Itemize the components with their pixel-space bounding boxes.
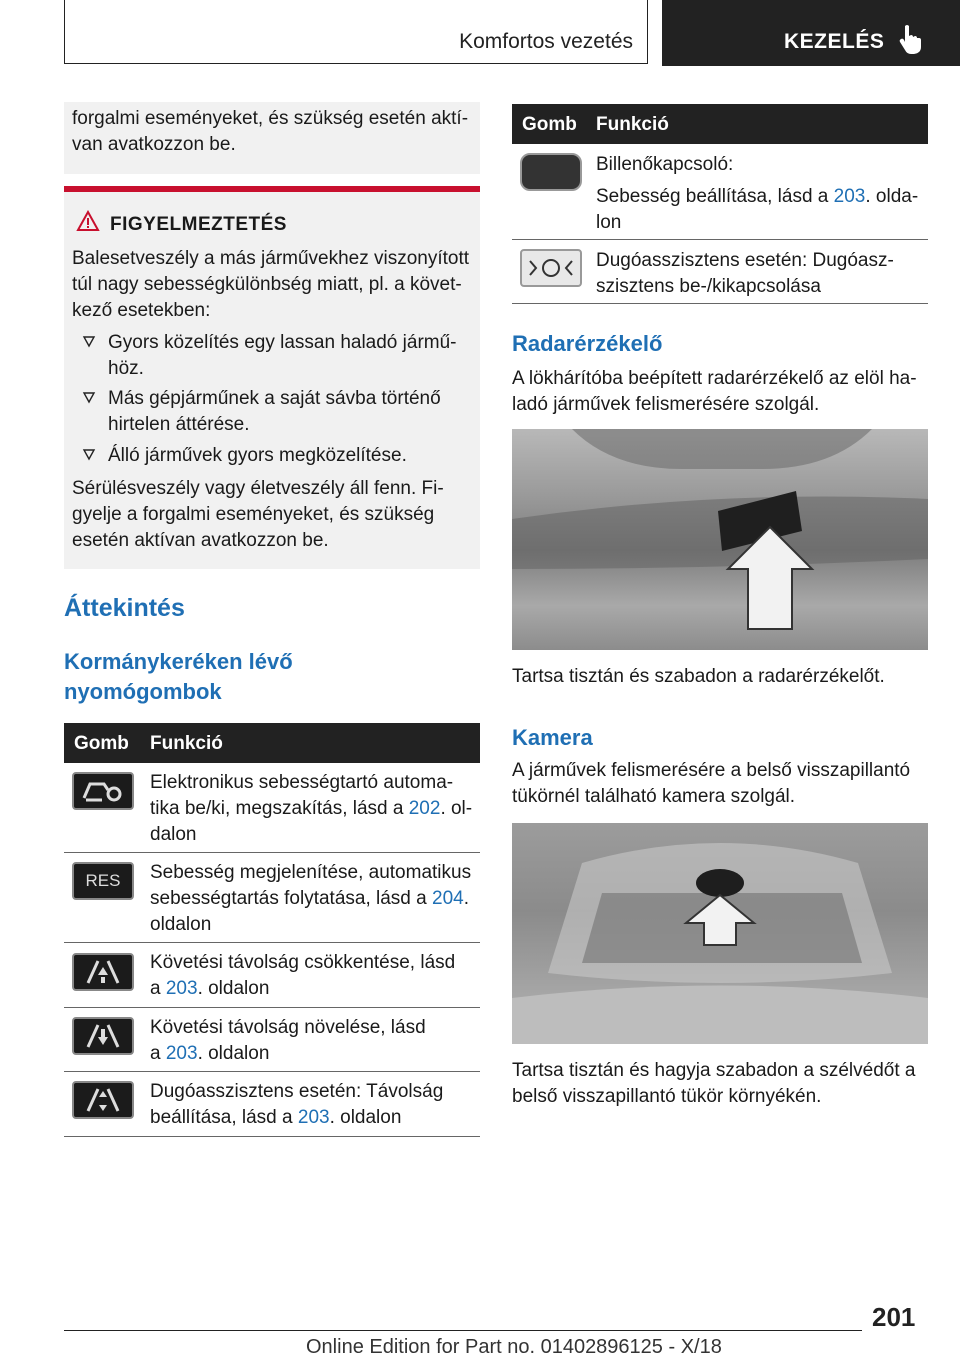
rocker-switch-icon: [520, 153, 582, 191]
row-divider: [64, 942, 480, 943]
row-divider: [64, 1007, 480, 1008]
continued-text-line1: forgalmi eseményeket, és szükség esetén aktí-: [72, 108, 469, 129]
camera-caption-2: belső visszapillantó tükör környékén.: [512, 1086, 822, 1107]
res-label: RES: [85, 871, 121, 890]
page-number: 201: [872, 1302, 916, 1332]
row-function-line: [596, 184, 918, 210]
col-header-button: Gomb: [522, 114, 577, 135]
page-link-203[interactable]: 203: [165, 1043, 198, 1064]
row-text-after: . oldalon: [197, 1043, 270, 1064]
bullet-line: Más gépjárműnek a saját sávba történő: [108, 388, 441, 409]
continued-text-line2: van avatkozzon be.: [72, 134, 236, 155]
page-link-202[interactable]: 202: [408, 798, 441, 819]
header-section-box: [64, 0, 648, 64]
traffic-jam-assistant-icon: [520, 249, 582, 287]
row-function-line: [150, 796, 472, 822]
row-text-after: . oldalon: [197, 978, 270, 999]
warning-intro-3: kező esetekben:: [72, 300, 211, 321]
row-divider: [512, 239, 928, 240]
warning-title: FIGYELMEZTETÉS: [110, 214, 287, 235]
row-function-line: Sebesség megjelenítése, automatikus: [150, 862, 472, 883]
row-text: a: [150, 1043, 166, 1064]
cruise-control-glyph: [74, 774, 132, 808]
bullet-line: Álló járművek gyors megközelítése.: [108, 445, 407, 466]
bullet-triangle-icon: [82, 390, 96, 404]
page-link-203[interactable]: 203: [833, 186, 866, 207]
bullet-line: Gyors közelítés egy lassan haladó jármű-: [108, 332, 457, 353]
camera-text-2: tükörnél található kamera szolgál.: [512, 786, 796, 807]
table-header: [64, 723, 480, 763]
res-button-icon: [72, 862, 134, 900]
col-header-button: Gomb: [74, 733, 129, 754]
warning-triangle-icon: [76, 210, 100, 232]
row-text: beállítása, lásd a: [150, 1107, 298, 1128]
distance-glyph: [74, 1019, 132, 1053]
distance-decrease-icon: [72, 953, 134, 991]
camera-text-1: A járművek felismerésére a belső visszapillantó: [512, 760, 911, 781]
row-function-line: szisztens be-/kikapcsolása: [596, 276, 821, 297]
steering-glyph: [522, 251, 580, 285]
warning-outro-3: esetén aktívan avatkozzon be.: [72, 530, 329, 551]
row-function-line: [150, 886, 469, 912]
distance-glyph: [74, 1083, 132, 1117]
distance-setting-icon: [72, 1081, 134, 1119]
warning-intro-1: Balesetveszély a más járművekhez viszonyított: [72, 248, 470, 269]
radar-illustration: [512, 429, 928, 650]
cruise-control-icon: [72, 772, 134, 810]
row-divider: [64, 1136, 480, 1137]
page-link-203[interactable]: 203: [297, 1107, 330, 1128]
row-function-line: lon: [596, 212, 622, 233]
row-divider: [512, 303, 928, 304]
chapter-title: KEZELÉS: [784, 30, 885, 53]
radar-sensor-photo: [512, 429, 928, 650]
row-function-line: Elektronikus sebességtartó automa-: [150, 772, 454, 793]
row-divider: [64, 1071, 480, 1072]
row-function-line: dalon: [150, 824, 197, 845]
distance-glyph: [74, 955, 132, 989]
camera-caption-1: Tartsa tisztán és hagyja szabadon a szélvédőt a: [512, 1060, 916, 1081]
row-function-line: Billenőkapcsoló:: [596, 154, 734, 175]
radar-heading: Radarérzékelő: [512, 331, 663, 356]
row-function-line: Követési távolság csökkentése, lásd: [150, 952, 456, 973]
row-function-line: Követési távolság növelése, lásd: [150, 1017, 426, 1038]
row-text-after: .: [463, 888, 469, 909]
distance-increase-icon: [72, 1017, 134, 1055]
row-function-line: [150, 1041, 269, 1067]
radar-text-1: A lökhárítóba beépített radarérzékelő az elöl ha-: [512, 368, 917, 389]
bullet-line: höz.: [108, 358, 144, 379]
bullet-triangle-icon: [82, 447, 96, 461]
overview-subheading-line2: nyomógombok: [64, 679, 222, 704]
edition-footer: Online Edition for Part no. 01402896125 - X/18: [306, 1336, 722, 1358]
page-link-203[interactable]: 203: [165, 978, 198, 999]
warning-outro-2: gyelje a forgalmi eseményeket, és szükség: [72, 504, 435, 525]
pointing-hand-icon: [898, 24, 922, 54]
table-header: [512, 104, 928, 144]
row-text-after: . olda-: [865, 186, 919, 207]
camera-photo: [512, 823, 928, 1044]
warning-outro-1: Sérülésveszély vagy életveszély áll fenn. Fi-: [72, 478, 444, 499]
row-text: a: [150, 978, 166, 999]
camera-illustration: [512, 823, 928, 1044]
row-text-after: . ol-: [440, 798, 473, 819]
row-text-after: . oldalon: [329, 1107, 402, 1128]
radar-caption: Tartsa tisztán és szabadon a radarérzékelőt.: [512, 666, 885, 687]
row-function-line: [150, 1105, 401, 1131]
row-function-line: [150, 976, 269, 1002]
col-header-function: Funkció: [150, 733, 223, 754]
warning-bullet: [82, 386, 462, 438]
header-chapter-box: [662, 0, 960, 66]
col-header-function: Funkció: [596, 114, 669, 135]
row-text: Sebesség beállítása, lásd a: [596, 186, 834, 207]
footer-divider: [64, 1330, 862, 1331]
radar-text-2: ladó járművek felismerésére szolgál.: [512, 394, 820, 415]
warning-bullet: [82, 443, 462, 469]
bullet-line: hirtelen áttérése.: [108, 414, 250, 435]
camera-heading: Kamera: [512, 725, 593, 750]
row-function-line: oldalon: [150, 914, 212, 935]
section-title: Komfortos vezetés: [459, 30, 633, 53]
warning-bullet: [82, 330, 462, 382]
row-text: tika be/ki, megszakítás, lásd a: [150, 798, 409, 819]
overview-heading: Áttekintés: [64, 594, 185, 622]
warning-intro-2: túl nagy sebességkülönbség miatt, pl. a követ-: [72, 274, 462, 295]
row-function-line: Dugóasszisztens esetén: Távolság: [150, 1081, 444, 1102]
bullet-triangle-icon: [82, 334, 96, 348]
row-divider: [64, 852, 480, 853]
row-function-line: Dugóasszisztens esetén: Dugóasz-: [596, 250, 894, 271]
row-text: sebességtartás folytatása, lásd a: [150, 888, 432, 909]
overview-subheading-line1: Kormánykeréken lévő: [64, 649, 293, 674]
page-link-204[interactable]: 204: [432, 888, 464, 909]
